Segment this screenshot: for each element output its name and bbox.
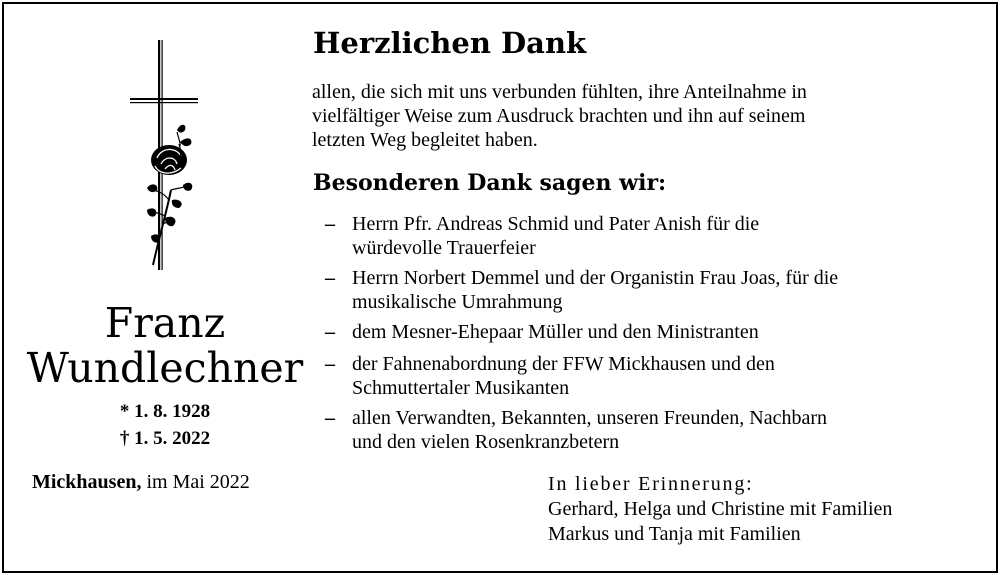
list-item-line: allen Verwandten, Bekannten, unseren Freunden, Nachbarn bbox=[352, 407, 828, 429]
list-item-line: dem Mesner-Ehepaar Müller und den Ministranten bbox=[352, 321, 759, 343]
list-item bbox=[325, 320, 975, 344]
intro-paragraph bbox=[312, 80, 952, 152]
birth-date: * 1. 8. 1928 bbox=[119, 401, 211, 422]
death-date: † 1. 5. 2022 bbox=[119, 428, 211, 449]
list-dash: – bbox=[325, 321, 335, 343]
list-item bbox=[325, 212, 975, 260]
list-item-line: Herrn Pfr. Andreas Schmid und Pater Anish für die bbox=[352, 213, 760, 235]
intro-line: letzten Weg begleitet haben. bbox=[312, 129, 538, 151]
cross-with-rose-icon bbox=[125, 40, 205, 270]
place-name: Mickhausen, bbox=[32, 471, 142, 493]
list-item-line: würdevolle Trauerfeier bbox=[352, 237, 536, 259]
list-item-line: musikalische Umrahmung bbox=[352, 291, 563, 313]
list-item bbox=[325, 352, 975, 400]
signature-block bbox=[548, 472, 892, 547]
list-dash: – bbox=[325, 353, 335, 375]
deceased-first-name: Franz bbox=[104, 299, 226, 347]
list-dash: – bbox=[325, 213, 335, 235]
place-date bbox=[32, 471, 250, 494]
list-dash: – bbox=[325, 407, 335, 429]
page-title: Herzlichen Dank bbox=[313, 26, 587, 60]
list-item bbox=[325, 266, 975, 314]
family-line: Gerhard, Helga und Christine mit Familien bbox=[548, 498, 893, 520]
list-item bbox=[325, 406, 975, 454]
deceased-last-name: Wundlechner bbox=[26, 344, 304, 392]
list-item-line: und den vielen Rosenkranzbetern bbox=[352, 431, 620, 453]
family-line: Markus und Tanja mit Familien bbox=[548, 523, 801, 545]
intro-line: vielfältiger Weise zum Ausdruck brachten und ihn auf seinem bbox=[312, 105, 806, 127]
intro-line: allen, die sich mit uns verbunden fühlten, ihre Anteilnahme in bbox=[312, 81, 807, 103]
list-dash: – bbox=[325, 267, 335, 289]
month-year: im Mai 2022 bbox=[146, 471, 250, 493]
list-item-line: Schmuttertaler Musikanten bbox=[352, 377, 570, 399]
thanks-list bbox=[325, 212, 975, 460]
special-thanks-heading: Besonderen Dank sagen wir: bbox=[313, 170, 667, 196]
list-item-line: der Fahnenabordnung der FFW Mickhausen und den bbox=[352, 353, 775, 375]
memory-line: In lieber Erinnerung: bbox=[548, 473, 754, 495]
list-item-line: Herrn Norbert Demmel und der Organistin Frau Joas, für die bbox=[352, 267, 839, 289]
